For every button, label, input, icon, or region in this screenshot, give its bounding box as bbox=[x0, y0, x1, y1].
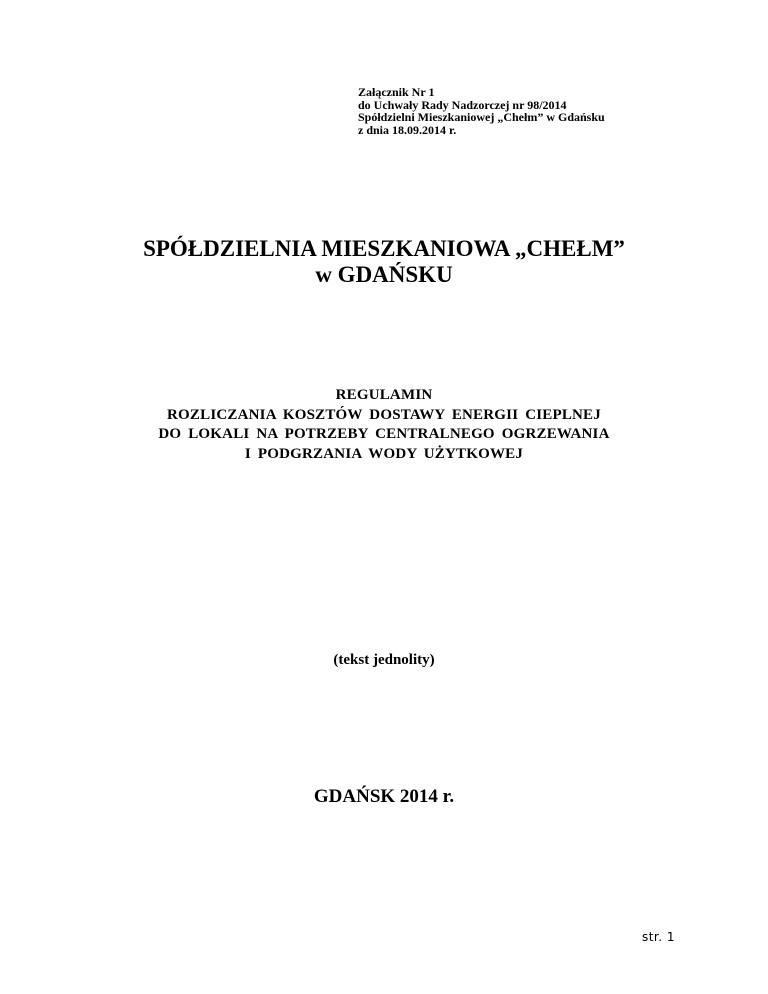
place-and-year: GDAŃSK 2014 r. bbox=[313, 786, 455, 807]
cooperative-title bbox=[0, 236, 768, 288]
regulation-line: ROZLICZANIA KOSZTÓW DOSTAWY ENERGII CIEPLNEJ bbox=[167, 406, 601, 423]
unified-text-note: (tekst jednolity) bbox=[333, 652, 435, 668]
annex-date: z dnia 18.09.2014 r. bbox=[358, 122, 457, 137]
page-number: str. 1 bbox=[641, 930, 675, 944]
cooperative-city: w GDAŃSKU bbox=[315, 262, 453, 287]
annex-resolution: do Uchwały Rady Nadzorczej nr 98/2014 bbox=[358, 97, 567, 112]
regulation-line: I PODGRZANIA WODY UŻYTKOWEJ bbox=[244, 445, 524, 462]
regulation-line: DO LOKALI NA POTRZEBY CENTRALNEGO OGRZEWANIA bbox=[158, 426, 610, 442]
annex-organization: Spółdzielni Mieszkaniowej „Chełm” w Gdańsku bbox=[358, 110, 605, 125]
regulation-title bbox=[0, 386, 768, 464]
cooperative-name: SPÓŁDZIELNIA MIESZKANIOWA „CHEŁM” bbox=[143, 236, 625, 261]
regulation-heading: REGULAMIN bbox=[335, 387, 433, 403]
annex-number: Załącznik Nr 1 bbox=[358, 85, 435, 99]
annex-reference bbox=[358, 86, 605, 136]
